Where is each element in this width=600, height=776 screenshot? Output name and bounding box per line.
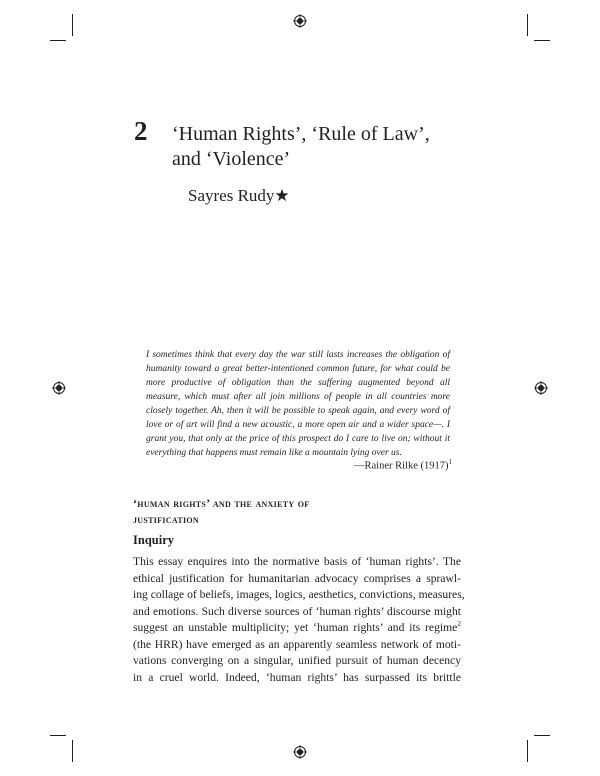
chapter-title xyxy=(172,122,472,172)
body-line: vations converging on a singular, unified pursuit of human decency xyxy=(133,654,461,667)
footnote-ref-2: 2 xyxy=(457,619,461,629)
crop-mark-top-left-h xyxy=(50,40,66,41)
section-heading-line-2: justification xyxy=(133,512,199,526)
crop-mark-top-right-h xyxy=(534,40,550,41)
body-line: ethical justification for humanitarian advocacy comprises a sprawl- xyxy=(133,571,461,585)
section-heading-line-1: ‘human rights’ and the anxiety of xyxy=(133,496,310,510)
body-line: and emotions. Such diverse sources of ‘human rights’ discourse might xyxy=(133,604,461,618)
crop-mark-bottom-right xyxy=(527,740,528,762)
registration-mark-right-icon xyxy=(534,381,548,395)
section-heading xyxy=(133,495,463,527)
registration-mark-bottom-icon xyxy=(293,745,307,759)
crop-mark-bottom-right-h xyxy=(534,735,550,736)
registration-mark-top-icon xyxy=(293,14,307,28)
body-line: This essay enquires into the normative basis of ‘human rights’. The xyxy=(133,555,461,568)
body-line xyxy=(133,620,461,637)
body-line: in a cruel world. Indeed, ‘human rights’ has surpassed its brittle xyxy=(133,670,461,684)
chapter-title-line-2: and ‘Violence’ xyxy=(172,148,291,170)
subsection-heading: Inquiry xyxy=(133,533,174,547)
crop-mark-top-left xyxy=(72,14,73,36)
registration-mark-left-icon xyxy=(52,381,66,395)
crop-mark-top-right xyxy=(527,14,528,36)
author-name: Sayres Rudy★ xyxy=(188,186,290,205)
epigraph-attribution xyxy=(300,458,452,472)
attribution-text: —Rainer Rilke (1917) xyxy=(354,460,449,472)
crop-mark-bottom-left xyxy=(72,740,73,762)
body-line-text: suggest an unstable multiplicity; yet ‘human rights’ and its regime xyxy=(133,621,458,634)
body-line: (the HRR) have emerged as an apparently seamless network of moti- xyxy=(133,637,461,651)
footnote-ref-1: 1 xyxy=(448,458,452,466)
chapter-number: 2 xyxy=(134,116,148,146)
crop-mark-bottom-left-h xyxy=(50,735,66,736)
body-paragraph xyxy=(133,554,465,686)
body-line: ing collage of beliefs, images, logics, aesthetics, convictions, measures, xyxy=(133,588,465,601)
chapter-title-line-1: ‘Human Rights’, ‘Rule of Law’, xyxy=(172,123,430,145)
epigraph-quote: I sometimes think that every day the war still lasts increases the obligation of humanity toward a great better-intentioned common future, for what could be more productive of obligation than the suffering augmented beyond all measure, which must after all join millions of people in all countries more closely together. Ah, then it will be possible to speak again, and every word of love or of art will find a new acoustic, a more open air and a wider space—. I grant you, that only at the price of this prospect do I care to live on; without it everything that happens must remain like a mountain lying over us. xyxy=(146,350,450,458)
